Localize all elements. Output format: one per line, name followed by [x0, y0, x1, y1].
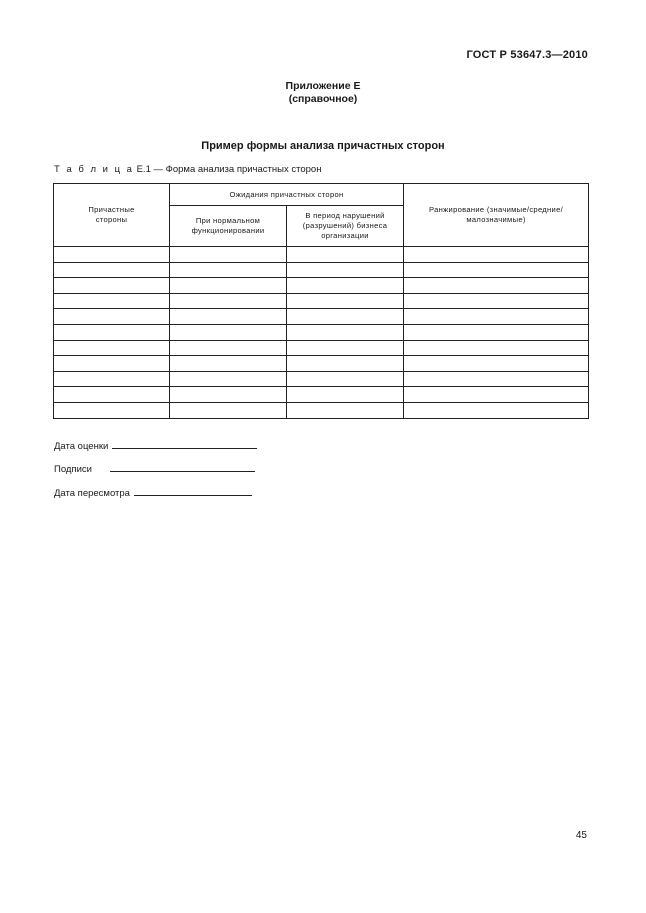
table-cell[interactable] — [404, 371, 589, 387]
annex-heading — [0, 80, 646, 106]
table-cell[interactable] — [287, 262, 404, 278]
table-cell[interactable] — [54, 293, 170, 309]
table-cell[interactable] — [170, 371, 287, 387]
table-cell[interactable] — [404, 324, 589, 340]
header-stakeholders: Причастные стороны — [54, 184, 170, 247]
table-cell[interactable] — [404, 293, 589, 309]
table-cell[interactable] — [287, 402, 404, 418]
table-cell[interactable] — [54, 387, 170, 403]
table-cell[interactable] — [287, 324, 404, 340]
table-cell[interactable] — [404, 247, 589, 263]
table-cell[interactable] — [404, 340, 589, 356]
table-cell[interactable] — [170, 340, 287, 356]
table-cell[interactable] — [54, 324, 170, 340]
table-cell[interactable] — [54, 371, 170, 387]
annex-status: (справочное) — [288, 93, 358, 105]
table-cell[interactable] — [54, 340, 170, 356]
table-row — [54, 309, 589, 325]
table-cell[interactable] — [170, 356, 287, 372]
table-caption — [54, 164, 321, 175]
review-date-label: Дата пересмотра — [54, 488, 130, 499]
table-cell[interactable] — [404, 387, 589, 403]
table-cell[interactable] — [170, 402, 287, 418]
annex-title: Приложение Е — [285, 80, 361, 92]
table-row — [54, 387, 589, 403]
table-cell[interactable] — [54, 278, 170, 294]
page-number: 45 — [575, 830, 587, 841]
table-cell[interactable] — [287, 247, 404, 263]
table-cell[interactable] — [54, 402, 170, 418]
table-cell[interactable] — [404, 309, 589, 325]
table-cell[interactable] — [287, 340, 404, 356]
table-row — [54, 402, 589, 418]
section-heading: Пример формы анализа причастных сторон — [201, 140, 445, 152]
header-ranking: Ранжирование (значимые/средние/малозначимые) — [404, 184, 589, 247]
table-cell[interactable] — [287, 278, 404, 294]
table-cell[interactable] — [170, 387, 287, 403]
table-cell[interactable] — [54, 309, 170, 325]
table-row — [54, 247, 589, 263]
caption-number: Е.1 — [136, 164, 151, 175]
table-row — [54, 340, 589, 356]
table-cell[interactable] — [404, 278, 589, 294]
table-cell[interactable] — [404, 356, 589, 372]
assessment-date-line[interactable] — [112, 439, 257, 449]
review-date-line[interactable] — [134, 486, 252, 496]
table-cell[interactable] — [287, 293, 404, 309]
table-cell[interactable] — [54, 262, 170, 278]
table-cell[interactable] — [170, 324, 287, 340]
table-cell[interactable] — [287, 371, 404, 387]
signatures-label: Подписи — [54, 464, 92, 475]
caption-text: — Форма анализа причастных сторон — [153, 164, 322, 175]
stakeholder-analysis-table — [53, 183, 589, 419]
table-row — [54, 293, 589, 309]
table-cell[interactable] — [287, 356, 404, 372]
table-cell[interactable] — [54, 356, 170, 372]
table-cell[interactable] — [54, 247, 170, 263]
review-date-field — [54, 486, 252, 499]
table-cell[interactable] — [287, 309, 404, 325]
table-cell[interactable] — [170, 309, 287, 325]
table-cell[interactable] — [170, 278, 287, 294]
assessment-date-field — [54, 439, 257, 452]
table-row — [54, 278, 589, 294]
header-disruption: В период нарушений (разрушений) бизнеса организации — [287, 206, 404, 247]
header-expectations: Ожидания причастных сторон — [170, 184, 404, 206]
table-cell[interactable] — [170, 247, 287, 263]
table-body — [54, 247, 589, 419]
table-cell[interactable] — [170, 293, 287, 309]
caption-prefix: Т а б л и ц а — [54, 164, 134, 175]
table-cell[interactable] — [404, 402, 589, 418]
signatures-line[interactable] — [110, 462, 255, 472]
table-cell[interactable] — [287, 387, 404, 403]
table-row — [54, 262, 589, 278]
table-row — [54, 324, 589, 340]
table-cell[interactable] — [404, 262, 589, 278]
header-normal: При нормальном функционировании — [170, 206, 287, 247]
signatures-field — [54, 462, 255, 475]
table-row — [54, 356, 589, 372]
standard-code: ГОСТ Р 53647.3—2010 — [466, 49, 588, 61]
table-row — [54, 371, 589, 387]
assessment-date-label: Дата оценки — [54, 441, 109, 452]
table-cell[interactable] — [170, 262, 287, 278]
